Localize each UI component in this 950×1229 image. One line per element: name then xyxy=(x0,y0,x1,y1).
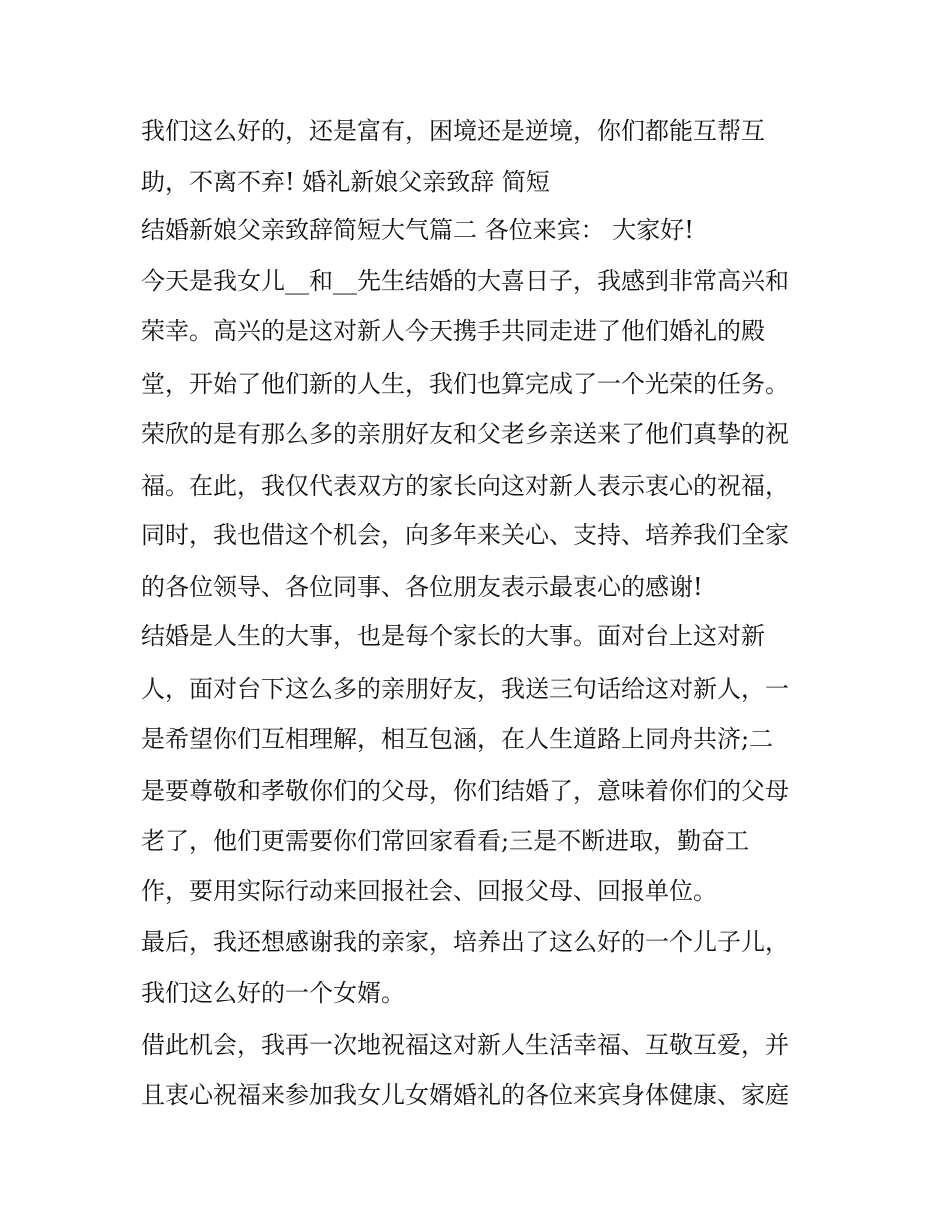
text-line: 同时，我也借这个机会，向多年来关心、支持、培养我们全家 xyxy=(141,521,789,549)
text-line: 作，要用实际行动来回报社会、回报父母、回报单位。 xyxy=(141,877,717,905)
text-line: 我们这么好的，还是富有，困境还是逆境，你们都能互帮互 xyxy=(141,117,765,145)
text-line: 是希望你们互相理解，相互包涵，在人生道路上同舟共济;二 xyxy=(141,725,774,753)
text-line: 且衷心祝福来参加我女儿女婿婚礼的各位来宾身体健康、家庭 xyxy=(141,1081,789,1109)
text-line: 的各位领导、各位同事、各位朋友表示最衷心的感谢! xyxy=(141,573,703,601)
text-line: 借此机会，我再一次地祝福这对新人生活幸福、互敬互爱，并 xyxy=(141,1031,789,1059)
text-line: 荣欣的是有那么多的亲朋好友和父老乡亲送来了他们真挚的祝 xyxy=(141,420,789,448)
text-line: 荣幸。高兴的是这对新人今天携手共同走进了他们婚礼的殿 xyxy=(141,317,765,345)
text-line: 结婚新娘父亲致辞简短大气篇二 各位来宾： 大家好! xyxy=(141,216,694,244)
text-line: 结婚是人生的大事，也是每个家长的大事。面对台上这对新 xyxy=(141,622,765,650)
text-line: 老了，他们更需要你们常回家看看;三是不断进取，勤奋工 xyxy=(141,827,750,855)
text-line: 今天是我女儿__和__先生结婚的大喜日子，我感到非常高兴和 xyxy=(141,267,789,295)
text-line: 人，面对台下这么多的亲朋好友，我送三句话给这对新人，一 xyxy=(141,675,789,703)
text-line: 堂，开始了他们新的人生，我们也算完成了一个光荣的任务。 xyxy=(141,370,789,398)
text-line: 最后，我还想感谢我的亲家，培养出了这么好的一个儿子儿， xyxy=(141,928,789,956)
text-line: 福。在此，我仅代表双方的家长向这对新人表示衷心的祝福， xyxy=(141,472,789,500)
text-line: 是要尊敬和孝敬你们的父母，你们结婚了，意味着你们的父母 xyxy=(141,777,789,805)
text-line: 助，不离不弃! 婚礼新娘父亲致辞 简短 xyxy=(141,168,550,196)
text-line: 我们这么好的一个女婿。 xyxy=(141,979,405,1007)
